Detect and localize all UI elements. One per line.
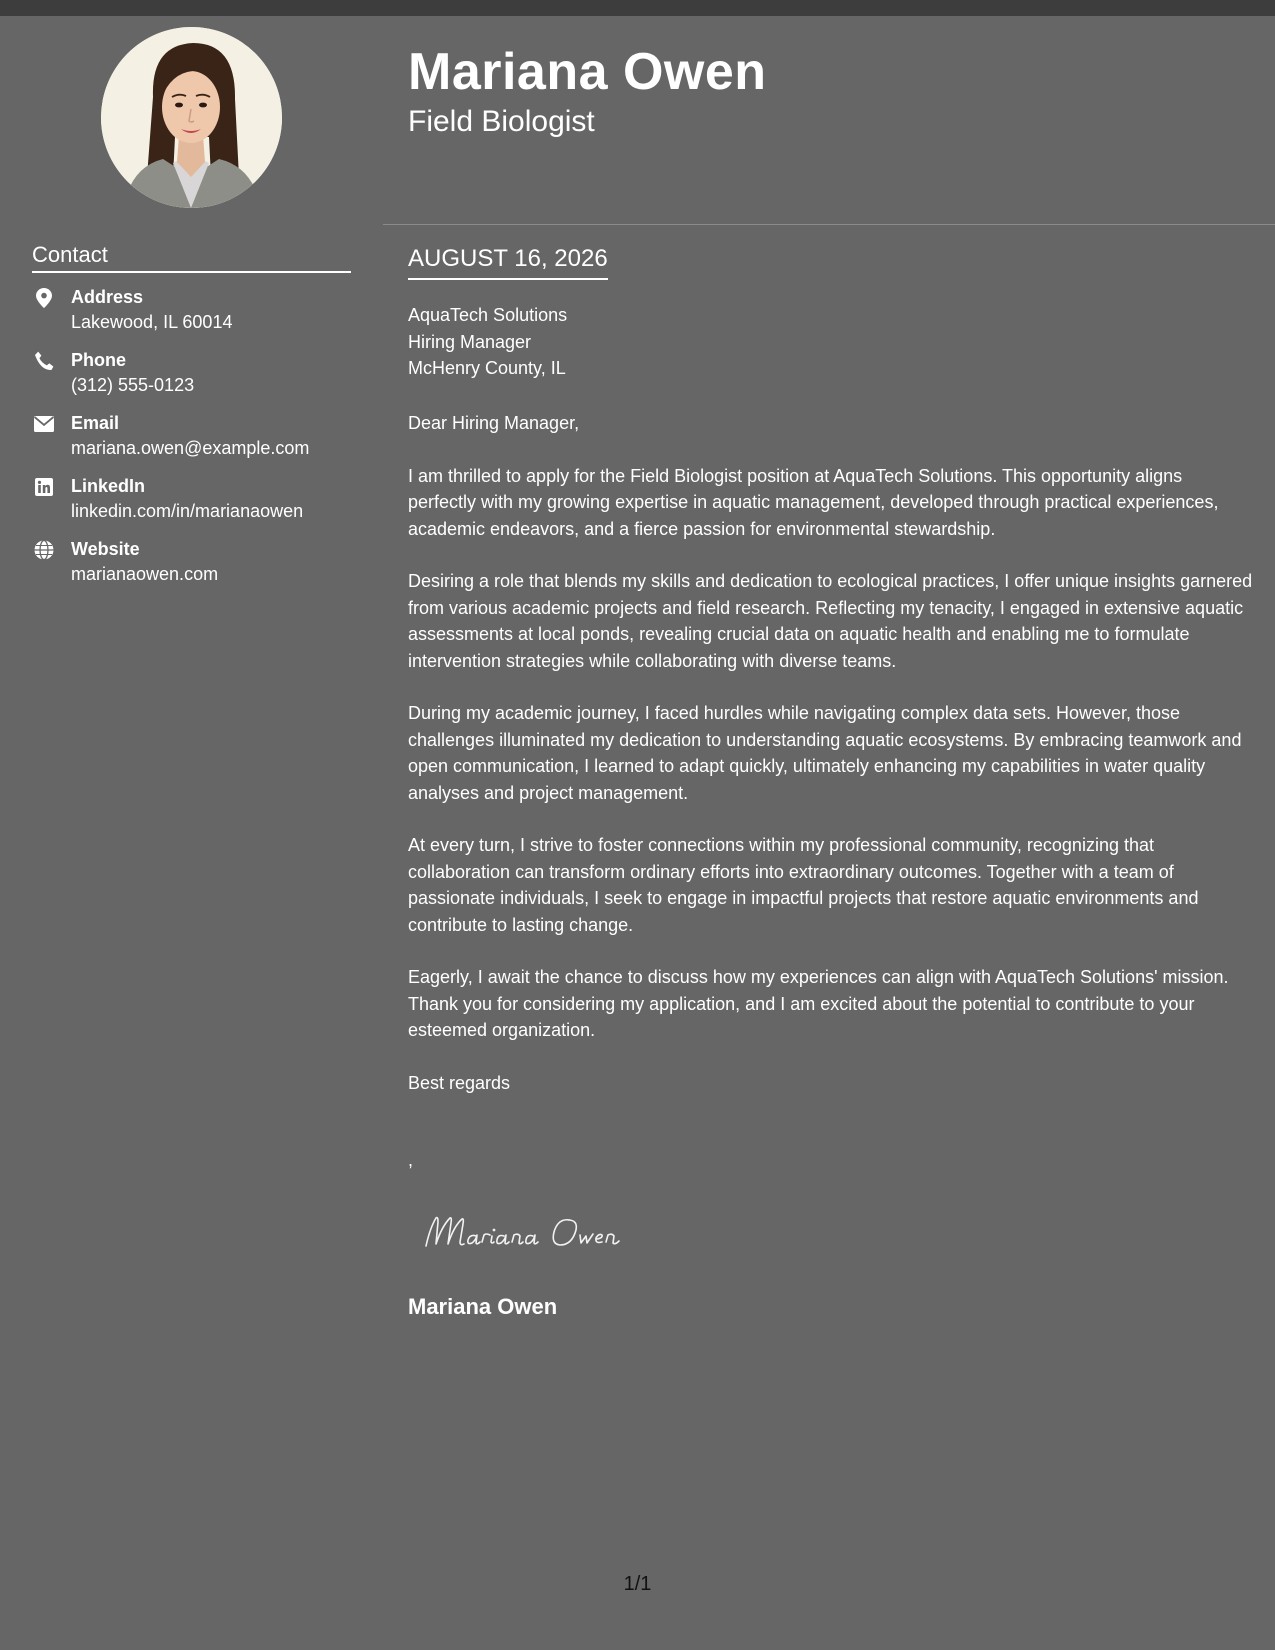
job-title: Field Biologist bbox=[408, 105, 595, 138]
letter-paragraph: At every turn, I strive to foster connections within my professional community, recognizing that collaboration can transform ordinary efforts into extraordinary outcomes. Together with a team of passionate individuals, I seek to engage in impactful projects that restore aquatic environments and contribute to lasting change. bbox=[408, 835, 1199, 935]
contact-label-email: Email bbox=[71, 413, 120, 433]
contact-value-linkedin[interactable]: linkedin.com/in/marianaowen bbox=[71, 501, 304, 521]
letter-paragraph: Desiring a role that blends my skills and dedication to ecological practices, I offer unique insights garnered from various academic projects and field research. Reflecting my tenacity, I engaged in extensive aquatic assessments at local ponds, revealing crucial data on aquatic health and enabling me to formulate intervention strategies while collaborating with diverse teams. bbox=[408, 571, 1253, 671]
signed-name: Mariana Owen bbox=[408, 1294, 558, 1319]
contact-item-linkedin bbox=[32, 473, 372, 536]
top-bar bbox=[0, 0, 1275, 16]
contact-item-address bbox=[32, 284, 372, 347]
phone-icon bbox=[32, 349, 56, 373]
letter-paragraph: During my academic journey, I faced hurdles while navigating complex data sets. However, those challenges illuminated my dedication to understanding aquatic ecosystems. By embracing teamwork and open communication, I learned to adapt quickly, ultimately enhancing my capabilities in water quality analyses and project management. bbox=[408, 703, 1242, 803]
letter-paragraph: Eagerly, I await the chance to discuss how my experiences can align with AquaTech Solutions' mission. Thank you for considering my application, and I am excited about the potential to contribute to your esteemed organization. bbox=[408, 967, 1229, 1040]
contact-value-email[interactable]: mariana.owen@example.com bbox=[71, 438, 310, 458]
candidate-name: Mariana Owen bbox=[408, 43, 767, 101]
recipient-title: Hiring Manager bbox=[408, 331, 532, 352]
contact-heading: Contact bbox=[32, 240, 351, 273]
recipient-company: AquaTech Solutions bbox=[408, 305, 568, 325]
contact-item-email bbox=[32, 410, 372, 473]
linkedin-icon bbox=[32, 475, 56, 499]
contact-label-linkedin: LinkedIn bbox=[71, 476, 146, 496]
closing-comma: , bbox=[408, 1150, 414, 1170]
envelope-icon bbox=[32, 412, 56, 436]
contact-label-website: Website bbox=[71, 539, 140, 559]
letter-date: AUGUST 16, 2026 bbox=[408, 244, 608, 280]
contact-value-phone: (312) 555-0123 bbox=[71, 375, 195, 395]
contact-label-phone: Phone bbox=[71, 350, 127, 370]
contact-list bbox=[32, 284, 372, 599]
contact-value-website[interactable]: marianaowen.com bbox=[71, 564, 219, 584]
contact-label-address: Address bbox=[71, 287, 144, 307]
recipient-block bbox=[408, 302, 567, 382]
contact-item-website bbox=[32, 536, 372, 599]
map-pin-icon bbox=[32, 286, 56, 310]
contact-item-phone bbox=[32, 347, 372, 410]
avatar bbox=[101, 27, 282, 208]
globe-icon bbox=[32, 538, 56, 562]
signature-image bbox=[420, 1208, 670, 1258]
letter-body bbox=[408, 410, 1253, 1070]
contact-value-address: Lakewood, IL 60014 bbox=[71, 312, 233, 332]
recipient-location: McHenry County, IL bbox=[408, 358, 566, 378]
letter-paragraph: I am thrilled to apply for the Field Biologist position at AquaTech Solutions. This opportunity aligns perfectly with my growing expertise in aquatic management, developed through practical experiences, academic endeavors, and a fierce passion for environmental stewardship. bbox=[408, 465, 1219, 539]
page-number: 1/1 bbox=[623, 1573, 652, 1595]
closing: Best regards bbox=[408, 1073, 511, 1093]
salutation: Dear Hiring Manager, bbox=[408, 413, 580, 433]
header-divider bbox=[383, 224, 1275, 225]
